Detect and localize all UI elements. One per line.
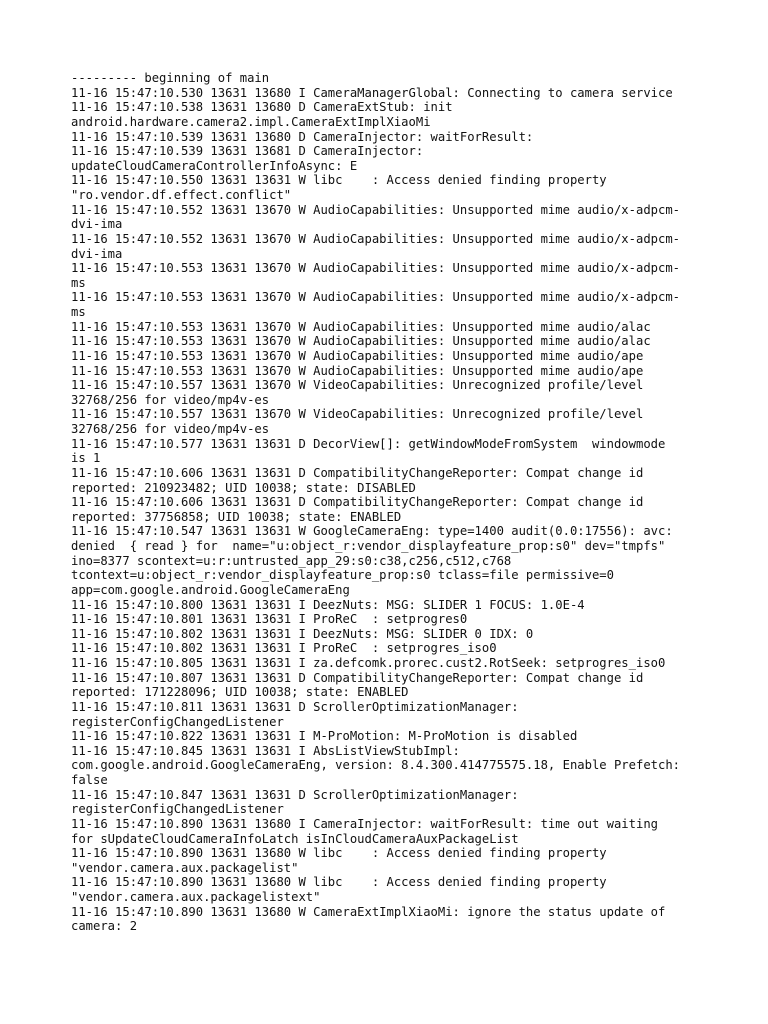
- log-line: 11-16 15:47:10.553 13631 13670 W AudioCapabilities: Unsupported mime audio/ape: [71, 348, 644, 363]
- log-line: ino=8377 scontext=u:r:untrusted_app_29:s0:c38,c256,c512,c768: [71, 553, 512, 568]
- log-line: for sUpdateCloudCameraInfoLatch isInCloudCameraAuxPackageList: [71, 831, 519, 846]
- log-line: 11-16 15:47:10.538 13631 13680 D CameraExtStub: init: [71, 100, 453, 115]
- log-line: is 1: [71, 451, 101, 466]
- log-line: tcontext=u:object_r:vendor_displayfeature_prop:s0 tclass=file permissive=0: [71, 568, 614, 583]
- log-line: ms: [71, 305, 86, 319]
- log-line: "vendor.camera.aux.packagelistext": [71, 890, 321, 904]
- log-line: 11-16 15:47:10.802 13631 13631 I ProReC : setprogres_iso0: [71, 641, 497, 656]
- log-line: camera: 2: [71, 919, 138, 934]
- log-line: denied { read } for name="u:object_r:vendor_displayfeature_prop:s0" dev="tmpfs": [71, 539, 666, 553]
- log-line: ms: [71, 275, 86, 290]
- log-line: 11-16 15:47:10.550 13631 13631 W libc : Access denied finding property: [71, 173, 607, 188]
- log-line: 11-16 15:47:10.539 13631 13680 D CameraInjector: waitForResult:: [71, 129, 534, 144]
- log-line: registerConfigChangedListener: [71, 714, 284, 729]
- log-line: 11-16 15:47:10.553 13631 13670 W AudioCapabilities: Unsupported mime audio/ape: [71, 363, 644, 378]
- log-line: 32768/256 for video/mp4v-es: [71, 392, 270, 407]
- log-line: 11-16 15:47:10.801 13631 13631 I ProReC : setprogres0: [71, 612, 468, 627]
- log-line: app=com.google.android.GoogleCameraEng: [71, 582, 350, 597]
- log-line: 11-16 15:47:10.845 13631 13631 I AbsListViewStubImpl:: [71, 743, 460, 758]
- log-line: 11-16 15:47:10.847 13631 13631 D ScrollerOptimizationManager:: [71, 787, 519, 802]
- log-line: android.hardware.camera2.impl.CameraExtImplXiaoMi: [71, 114, 431, 129]
- log-line: 11-16 15:47:10.890 13631 13680 W libc : Access denied finding property: [71, 875, 607, 890]
- log-line: 11-16 15:47:10.577 13631 13631 D DecorView[]: getWindowModeFromSystem windowmode: [71, 436, 666, 451]
- log-line: 11-16 15:47:10.800 13631 13631 I DeezNuts: MSG: SLIDER 1 FOCUS: 1.0E-4: [71, 597, 585, 612]
- log-line: "vendor.camera.aux.packagelist": [71, 860, 299, 875]
- log-line: registerConfigChangedListener: [71, 802, 284, 817]
- log-line: 11-16 15:47:10.547 13631 13631 W GoogleCameraEng: type=1400 audit(0.0:17556): avc:: [71, 524, 673, 539]
- log-line: 11-16 15:47:10.805 13631 13631 I za.defcomk.prorec.cust2.RotSeek: setprogres_iso0: [71, 656, 666, 670]
- log-line: 32768/256 for video/mp4v-es: [71, 422, 270, 436]
- log-line: dvi-ima: [71, 246, 123, 261]
- log-line: --------- beginning of main: [71, 71, 270, 85]
- log-line: 11-16 15:47:10.539 13631 13681 D CameraInjector:: [71, 144, 424, 159]
- log-line: 11-16 15:47:10.890 13631 13680 W libc : Access denied finding property: [71, 846, 607, 861]
- log-line: 11-16 15:47:10.557 13631 13670 W VideoCapabilities: Unrecognized profile/level: [71, 407, 644, 422]
- log-line: 11-16 15:47:10.553 13631 13670 W AudioCapabilities: Unsupported mime audio/alac: [71, 334, 651, 349]
- log-document: [71, 71, 751, 934]
- log-line: 11-16 15:47:10.811 13631 13631 D ScrollerOptimizationManager:: [71, 699, 519, 714]
- log-line: 11-16 15:47:10.553 13631 13670 W AudioCapabilities: Unsupported mime audio/x-adpcm-: [71, 261, 681, 276]
- log-line: 11-16 15:47:10.606 13631 13631 D CompatibilityChangeReporter: Compat change id: [71, 495, 644, 510]
- log-line: "ro.vendor.df.effect.conflict": [71, 188, 292, 202]
- log-line: reported: 37756858; UID 10038; state: ENABLED: [71, 509, 402, 524]
- log-line: 11-16 15:47:10.890 13631 13680 I CameraInjector: waitForResult: time out waiting: [71, 816, 658, 831]
- log-line: reported: 171228096; UID 10038; state: ENABLED: [71, 685, 409, 700]
- log-line: false: [71, 773, 108, 787]
- log-line: 11-16 15:47:10.530 13631 13680 I CameraManagerGlobal: Connecting to camera service: [71, 85, 673, 100]
- log-line: 11-16 15:47:10.890 13631 13680 W CameraExtImplXiaoMi: ignore the status update of: [71, 904, 666, 919]
- log-line: 11-16 15:47:10.606 13631 13631 D CompatibilityChangeReporter: Compat change id: [71, 465, 644, 480]
- log-line: 11-16 15:47:10.552 13631 13670 W AudioCapabilities: Unsupported mime audio/x-adpcm-: [71, 202, 681, 217]
- log-line: dvi-ima: [71, 217, 123, 232]
- log-line: 11-16 15:47:10.557 13631 13670 W VideoCapabilities: Unrecognized profile/level: [71, 378, 644, 393]
- log-line: 11-16 15:47:10.552 13631 13670 W AudioCapabilities: Unsupported mime audio/x-adpcm-: [71, 231, 681, 246]
- log-line: 11-16 15:47:10.802 13631 13631 I DeezNuts: MSG: SLIDER 0 IDX: 0: [71, 626, 534, 641]
- log-line: 11-16 15:47:10.553 13631 13670 W AudioCapabilities: Unsupported mime audio/alac: [71, 319, 651, 334]
- log-line: updateCloudCameraControllerInfoAsync: E: [71, 158, 358, 173]
- log-line: reported: 210923482; UID 10038; state: DISABLED: [71, 480, 416, 495]
- log-line: 11-16 15:47:10.553 13631 13670 W AudioCapabilities: Unsupported mime audio/x-adpcm-: [71, 290, 681, 305]
- log-line: com.google.android.GoogleCameraEng, version: 8.4.300.414775575.18, Enable Prefetch:: [71, 758, 681, 773]
- log-line: 11-16 15:47:10.807 13631 13631 D CompatibilityChangeReporter: Compat change id: [71, 670, 644, 685]
- log-line: 11-16 15:47:10.822 13631 13631 I M-ProMotion: M-ProMotion is disabled: [71, 729, 578, 744]
